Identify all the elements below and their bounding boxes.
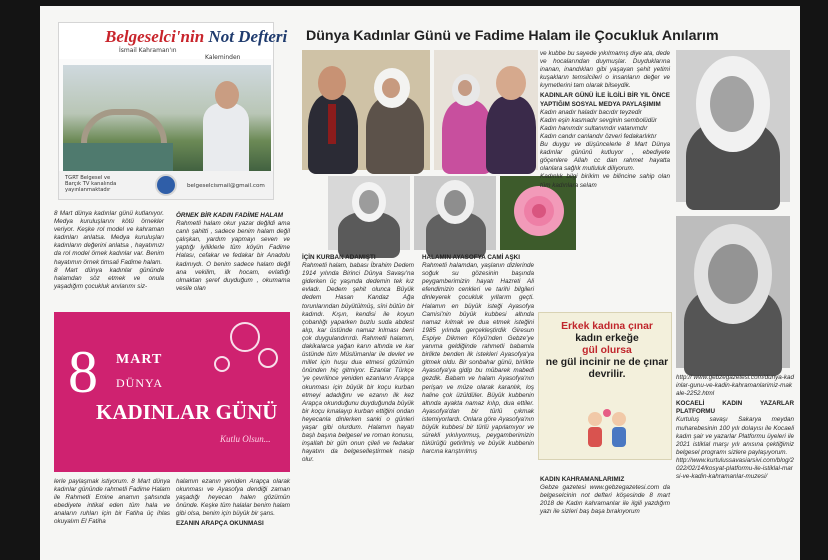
col2-paragraph: halamın ezanın yeniden Arapça olarak okunması ve Ayasofya dendiği zaman yaşadığı heyecan halen gözümün önünde. Keşke tüm halalar benim halam gibi olsa, benim için büyük bir şans. bbox=[176, 478, 290, 518]
column-1-top bbox=[54, 210, 164, 310]
col3-paragraph: Rahmetli halam, babası İbrahim Dedem 1914 yılında Birinci Dünya Savaşı'na giderken üç yaşında dedemin tek kız evladı. Dedem şehit olunca Büyük dedem Hasan Kandaz Ağa torunlarından büyütülmüş, sîni bütün bir kadındı. Kışın, kendisi ile koyun çobanlığı yaparken buzlu suda abdest alıp, kar üstünde namaz kılması beni çok duygulandırırdı. Rahmetli halamın, dakikalarca yağan karın altında ve kar üstünde tüm Müslümanlar ile devlet ve millet için huşu dua etmesi gözümün önünden hiç gitmiyor. Ezanlar Türkçe 'ye çevrilince yeniden ezanların Arapça okunması için büyük bir koçu kurban etmeyi adadığını ve ezanın ilk kez Arapça okunduğunu duyduğunda büyük bir koçu kınalayıp kurban ettiğini ondan heyecanla dinlerken sanki o günleri yaşar gibi olurdum. Halamın hayatı başlı başına belgesel ve roman konusu, inşallah bir gün onun çileli ve fedakar hayatını da belgeselleştirmek nasip olur. bbox=[302, 262, 414, 464]
col5-line: Kadın candır canlandır özveri fedakarlıktır bbox=[540, 132, 657, 140]
masthead-author: İsmail Kahraman'ın bbox=[119, 47, 177, 54]
banner-number: 8 bbox=[68, 339, 98, 405]
column-5-bottom bbox=[540, 476, 670, 558]
banner-world: DÜNYA bbox=[116, 376, 163, 390]
col5-line: Kadın anadır haladır bacıdır teyzedir bbox=[540, 108, 642, 116]
bridge-illustration bbox=[81, 109, 167, 143]
column-masthead bbox=[58, 22, 288, 200]
col5-paragraph: Bu duygu ve düşüncelerle 8 Mart Dünya kadınlar gününü kutluyor , ebediyete göçenlere Allah cc dan rahmet hayatta olanlara sağlık mutluluk diliyorum. bbox=[540, 141, 670, 173]
col2-heading: ÖRNEK BİR KADIN FADİME HALAM bbox=[176, 212, 284, 219]
proverb-line: Erkek kadına çınar bbox=[561, 321, 653, 332]
masthead-banner bbox=[59, 23, 288, 61]
proverb-text bbox=[545, 321, 669, 381]
photo-aunt-portrait-1 bbox=[328, 176, 410, 250]
banner-title: KADINLAR GÜNÜ bbox=[96, 400, 278, 424]
column-5-top bbox=[540, 50, 670, 308]
proverb-box bbox=[538, 312, 672, 460]
photo-elderly-couple bbox=[434, 50, 538, 170]
channel-logo-icon bbox=[155, 174, 177, 196]
column-3 bbox=[302, 254, 414, 558]
col2-heading: EZANIN ARAPÇA OKUNMASI bbox=[176, 520, 264, 528]
newspaper-page bbox=[40, 6, 800, 560]
col5-heading: KADINLAR GÜNÜ İLE İLGİLİ BİR YIL ÖNCE YAPTIĞIM SOSYAL MEDYA PAYLAŞIMIM bbox=[540, 92, 670, 108]
photo-man-and-aunt bbox=[302, 50, 430, 170]
proverb-line: kadın erkeğe bbox=[575, 333, 639, 344]
masthead-email: belgeselcismail@gmail.com bbox=[187, 183, 265, 189]
flower-ornament-icon bbox=[230, 322, 260, 352]
column-2-bottom bbox=[176, 478, 290, 558]
article-headline: Dünya Kadınlar Günü ve Fadime Halam ile Çocukluk Anılarım bbox=[306, 28, 719, 44]
col3-heading: İÇİN KURBAN ADAMIŞTI bbox=[302, 254, 376, 261]
col5-line: Kadın hanımdır sultanımdır vatanımdır bbox=[540, 124, 648, 132]
proverb-line: gül olursa bbox=[582, 345, 632, 356]
col5-paragraph: Gebze gazetesi www.gebzegazetesi.com da belgeselcinin not defteri köşesinde 8 mart 2018 de Kadın kahramanlar ile ilgili yazdığım yazı ile sizleri baş başa bırakıyorum bbox=[540, 484, 670, 516]
proverb-line: ne gül incinir bbox=[545, 357, 611, 368]
col1-paragraph: 8 Mart dünya kadınlar gününde halamdan söz etmek ve onula yaşadığım çocukluk anılarımı siz- bbox=[54, 266, 164, 290]
banner-month: MART bbox=[116, 352, 163, 367]
col6-paragraph: Kurtuluş savaşı Sakarya meydan muharebesinin 100 yılı dolayısı ile Kocaeli kadın şair ve yazarlar Platformu üyeleri ile 2021 istiklal marşı yılı anısına çektiğimiz belgesel programı sizlere paylaşıyorum. bbox=[676, 416, 794, 456]
col5-paragraph: ve kubbe bu sayede yıkılmamış diye ata, dede ve hocalarından duymuşlar. Duyduklarına inanan, inandıkları gibi yaşayan şehit yetimi kuşakların temsilcileri o insanların değer ve kıymetlerini tam olarak bilseydik. bbox=[540, 50, 670, 90]
col5-paragraph: Kadınlık bilgi birikim ve bilincine sahip olan tüm kadınlara selam bbox=[540, 173, 670, 189]
col4-heading: HALAMIN AYASOFYA CAMİ AŞKI bbox=[422, 254, 520, 261]
col4-paragraph: Rahmetli halamdan, yaşlanın dizlerinde soğuk su gözesinin başında peygamberimizin hayatı Hazreti Ali efendimizin cenkleri ve tarihi bilgileri dinleyerek çocukluk yıllarım geçti. Halamın en büyük isteği Ayasofya Camisi'nin büyük kubbesi altında namaz kılmak ve dua etmek isteğini 1985 yılında gerçekleştirdik Giresun Espiye Dikmen Köyü'nden Gebze'ye yanıma geldiğinde rahmetli babamla birlikte benden ilk istekleri Ayasofya'ya gitmek oldu. Bir sonbahar günü, birlikte Ayasofya'ya gidip bu mübarek mabedi gezdik. Babam ve halam Ayasofya'nın perişan ve müze olarak karanlık, loş haline çok üzüldüler. Büyük kubbenin altında ayakta namaz kılıp, dua ettiler. Ayasofya'dan bir türlü çıkmak istemiyorlardı. Onlara göre Ayasofya'nın büyük kubbesi bir türlü yapılamıyor ve sürekli yıkılıyormuş, peygamberimizin tükürüğü getirilmiş ve büyük kubbenin harcına karıştırılmış bbox=[422, 262, 534, 456]
photo-aunt-portrait-closeup bbox=[676, 216, 790, 368]
proverb-line: ne de çınar devrilir. bbox=[588, 357, 669, 380]
flower-ornament-icon bbox=[258, 348, 278, 368]
col1-paragraph: lerle paylaşmak istiyorum. 8 Mart dünya kadınlar gününde rahmetli Fadime Halam ile Rahmetli Emine anamın şahsında ebediyete intikal eden tüm hala ve anaların ruhları için bir Fatiha üç ihlas okuyalım El Fatiha bbox=[54, 478, 170, 526]
banner-greeting: Kutlu Olsun... bbox=[220, 434, 271, 444]
womens-day-banner bbox=[54, 312, 290, 472]
masthead-author-suffix: Kaleminden bbox=[205, 54, 241, 61]
masthead-footer bbox=[59, 171, 273, 199]
archive-link[interactable]: http://www.kurtulussavasiarsivi.com/blog/2022/02/14/kosyat-platformu-ile-istiklal-marsi-ve-kadin-kahramanlar-muzesi/ bbox=[676, 456, 794, 481]
photo-aunt-portrait-large bbox=[676, 50, 790, 202]
column-1-bottom bbox=[54, 478, 170, 558]
photo-aunt-portrait-2 bbox=[414, 176, 496, 250]
masthead-photo bbox=[63, 65, 271, 173]
gazette-link[interactable]: http:// www.gebzegazetesi.com/dunya-kadinlar-gunu-ve-kadin-kahramanlarimiz-makale-2252.html bbox=[676, 374, 794, 398]
column-6 bbox=[676, 374, 794, 558]
masthead-footer-note: TGRT Belgesel ve Barçık TV kanalında yayınlanmaktadır bbox=[65, 175, 117, 193]
col6-heading: KOCAELİ KADIN YAZARLAR PLATFORMU bbox=[676, 400, 794, 416]
col5-line: Kadın eşin kasmadır sevginin sembolüdür bbox=[540, 116, 657, 124]
author-portrait bbox=[203, 103, 249, 173]
river-illustration bbox=[63, 143, 173, 173]
flower-ornament-icon bbox=[214, 356, 230, 372]
col5-heading: KADIN KAHRAMANLARIMIZ bbox=[540, 476, 625, 483]
children-illustration-icon bbox=[579, 405, 635, 455]
col1-paragraph: 8 Mart dünya kadınlar günü kutlanıyor. Medya kuruluşlarını kötü örnekler veriyor. Keşke rol model ve kahraman kadınları anlatsa. Medya kuruluşları kadınların değerini anlatsa , hayatımızı da rol model örnek kadınlar var. Benim hayatımın örnek timsali Fadime halam. bbox=[54, 210, 164, 266]
column-4 bbox=[422, 254, 534, 558]
col2-paragraph: Rahmetli halam okur yazar değildi ama canlı şahitti , sadece benim halam değil çalışkan, yardım yapmayı seven ve yaptığı iyiliklerle tüm köyün Fadime Halası, cefakar ve fedakar bir Anadolu kadınıydı. O benim sadece halam değil ana vekilim, ilk hocam, evlatlığı olmaktan şeref duyduğum , okumama vesile olan bbox=[176, 220, 290, 292]
masthead-title: Belgeselci'nin Not Defteri bbox=[105, 27, 288, 46]
column-2-top bbox=[176, 210, 290, 310]
